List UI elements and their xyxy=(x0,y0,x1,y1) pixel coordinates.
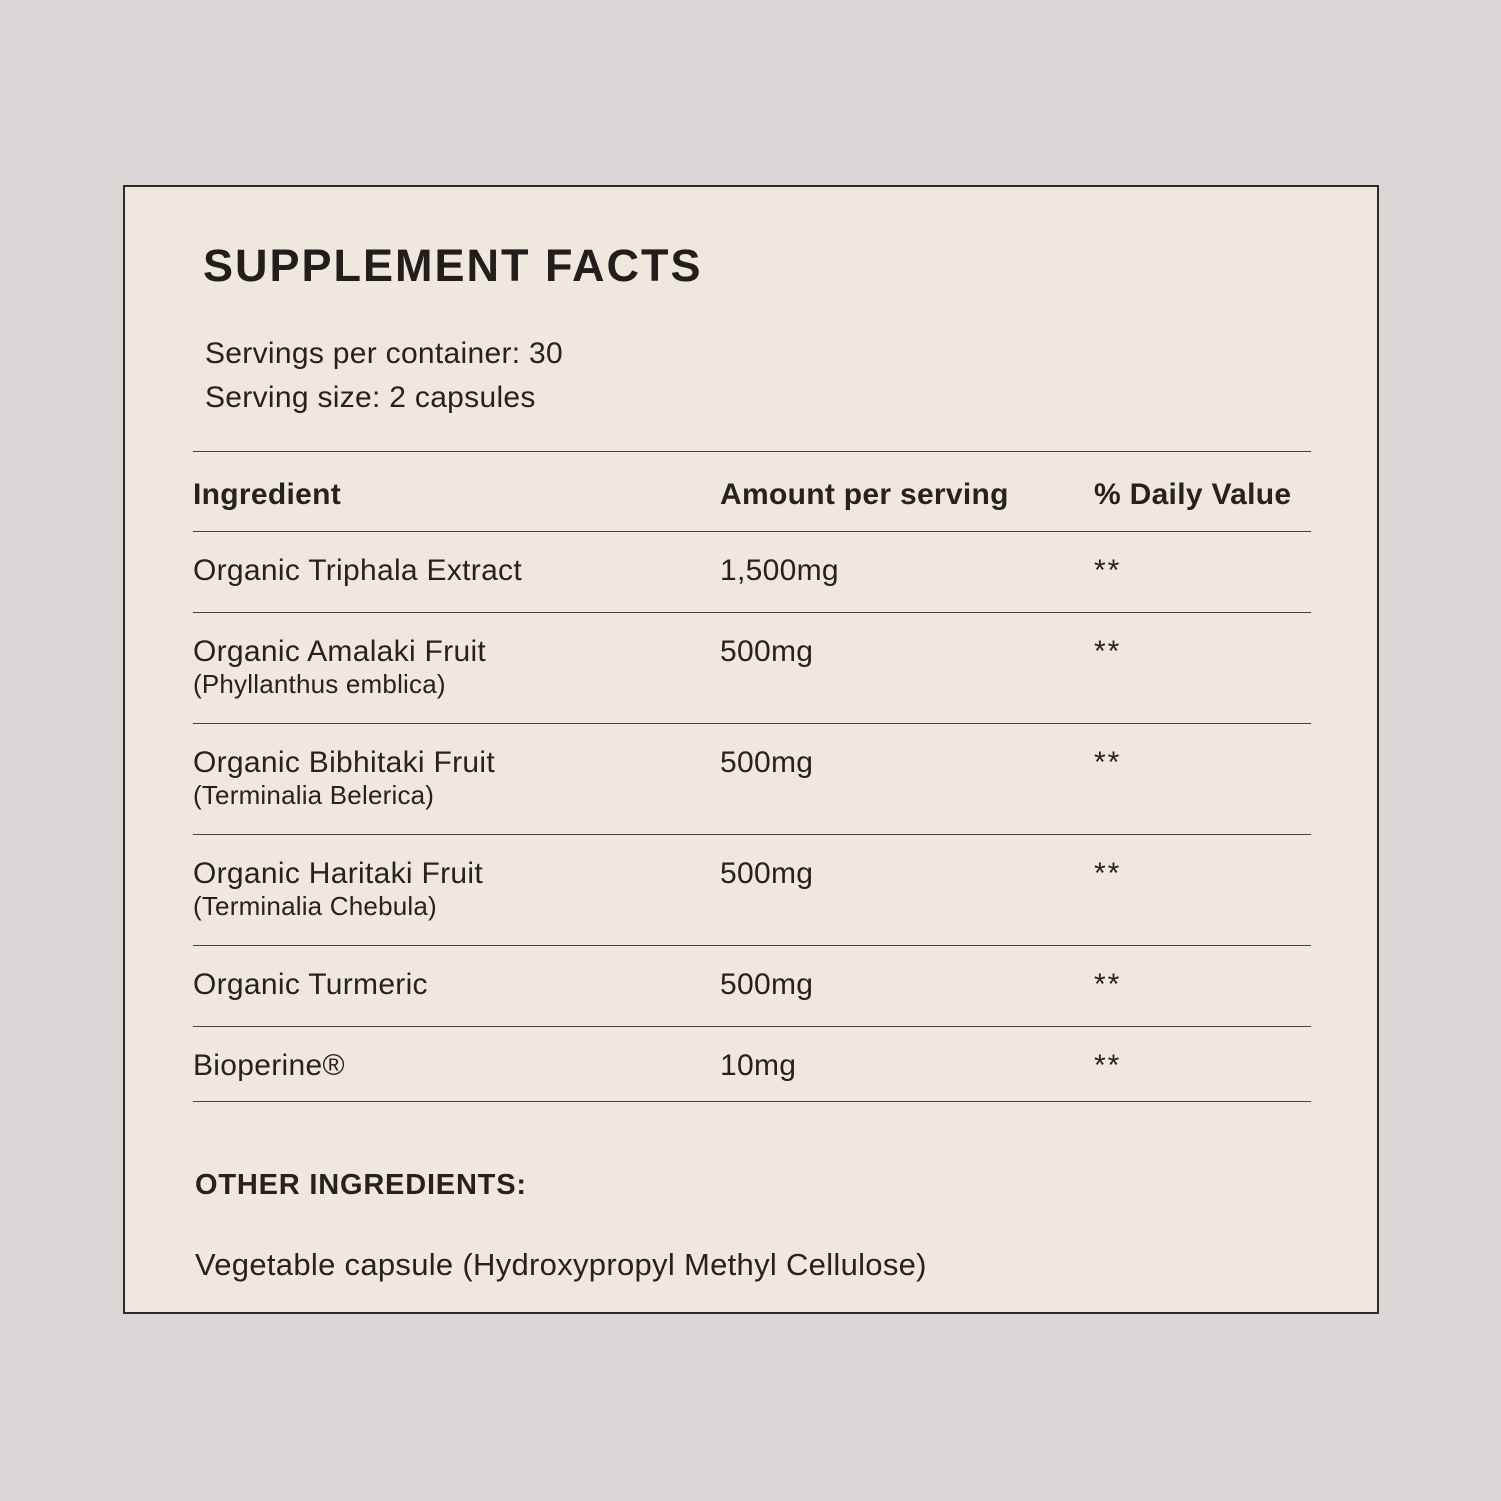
ingredient-name: Organic Amalaki Fruit xyxy=(193,635,487,668)
ingredient-latin-name: (Terminalia Chebula) xyxy=(193,891,437,921)
page-title: SUPPLEMENT FACTS xyxy=(203,240,703,291)
ingredient-latin-name: (Terminalia Belerica) xyxy=(193,780,435,810)
serving-size: Serving size: 2 capsules xyxy=(205,381,536,414)
ingredient-cell xyxy=(193,968,720,1002)
ingredient-cell xyxy=(193,857,720,921)
serving-info xyxy=(205,332,1311,420)
ingredient-cell xyxy=(193,635,720,699)
ingredient-name: Bioperine® xyxy=(193,1049,345,1082)
amount-cell: 500mg xyxy=(720,635,814,668)
daily-value-cell: ** xyxy=(1094,968,1122,1001)
column-header-amount: Amount per serving xyxy=(720,478,1009,511)
ingredient-name: Organic Haritaki Fruit xyxy=(193,857,484,890)
ingredient-latin-name: (Phyllanthus emblica) xyxy=(193,669,446,699)
table-row xyxy=(193,835,1311,946)
other-ingredients-value: Vegetable capsule (Hydroxypropyl Methyl Cellulose) xyxy=(195,1247,927,1282)
amount-cell: 500mg xyxy=(720,968,814,1001)
column-header-ingredient: Ingredient xyxy=(193,478,342,511)
table-row xyxy=(193,946,1311,1027)
daily-value-cell: ** xyxy=(1094,1049,1122,1082)
daily-value-cell: ** xyxy=(1094,857,1122,890)
ingredient-name: Organic Turmeric xyxy=(193,968,428,1001)
servings-per-container: Servings per container: 30 xyxy=(205,337,563,370)
amount-cell: 10mg xyxy=(720,1049,797,1082)
ingredient-cell xyxy=(193,554,720,588)
amount-cell: 500mg xyxy=(720,857,814,890)
supplement-facts-panel xyxy=(123,185,1379,1314)
ingredient-cell xyxy=(193,1049,720,1083)
daily-value-cell: ** xyxy=(1094,635,1122,668)
table-row xyxy=(193,724,1311,835)
table-row xyxy=(193,613,1311,724)
column-header-daily-value: % Daily Value xyxy=(1094,478,1292,511)
amount-cell: 1,500mg xyxy=(720,554,839,587)
daily-value-cell: ** xyxy=(1094,554,1122,587)
table-row xyxy=(193,1027,1311,1102)
ingredient-cell xyxy=(193,746,720,810)
ingredient-name: Organic Bibhitaki Fruit xyxy=(193,746,496,779)
table-row xyxy=(193,532,1311,613)
ingredient-name: Organic Triphala Extract xyxy=(193,554,522,587)
amount-cell: 500mg xyxy=(720,746,814,779)
table-header-row xyxy=(193,451,1311,532)
other-ingredients-heading: OTHER INGREDIENTS: xyxy=(195,1169,527,1201)
ingredients-table xyxy=(193,451,1311,1102)
daily-value-cell: ** xyxy=(1094,746,1122,779)
